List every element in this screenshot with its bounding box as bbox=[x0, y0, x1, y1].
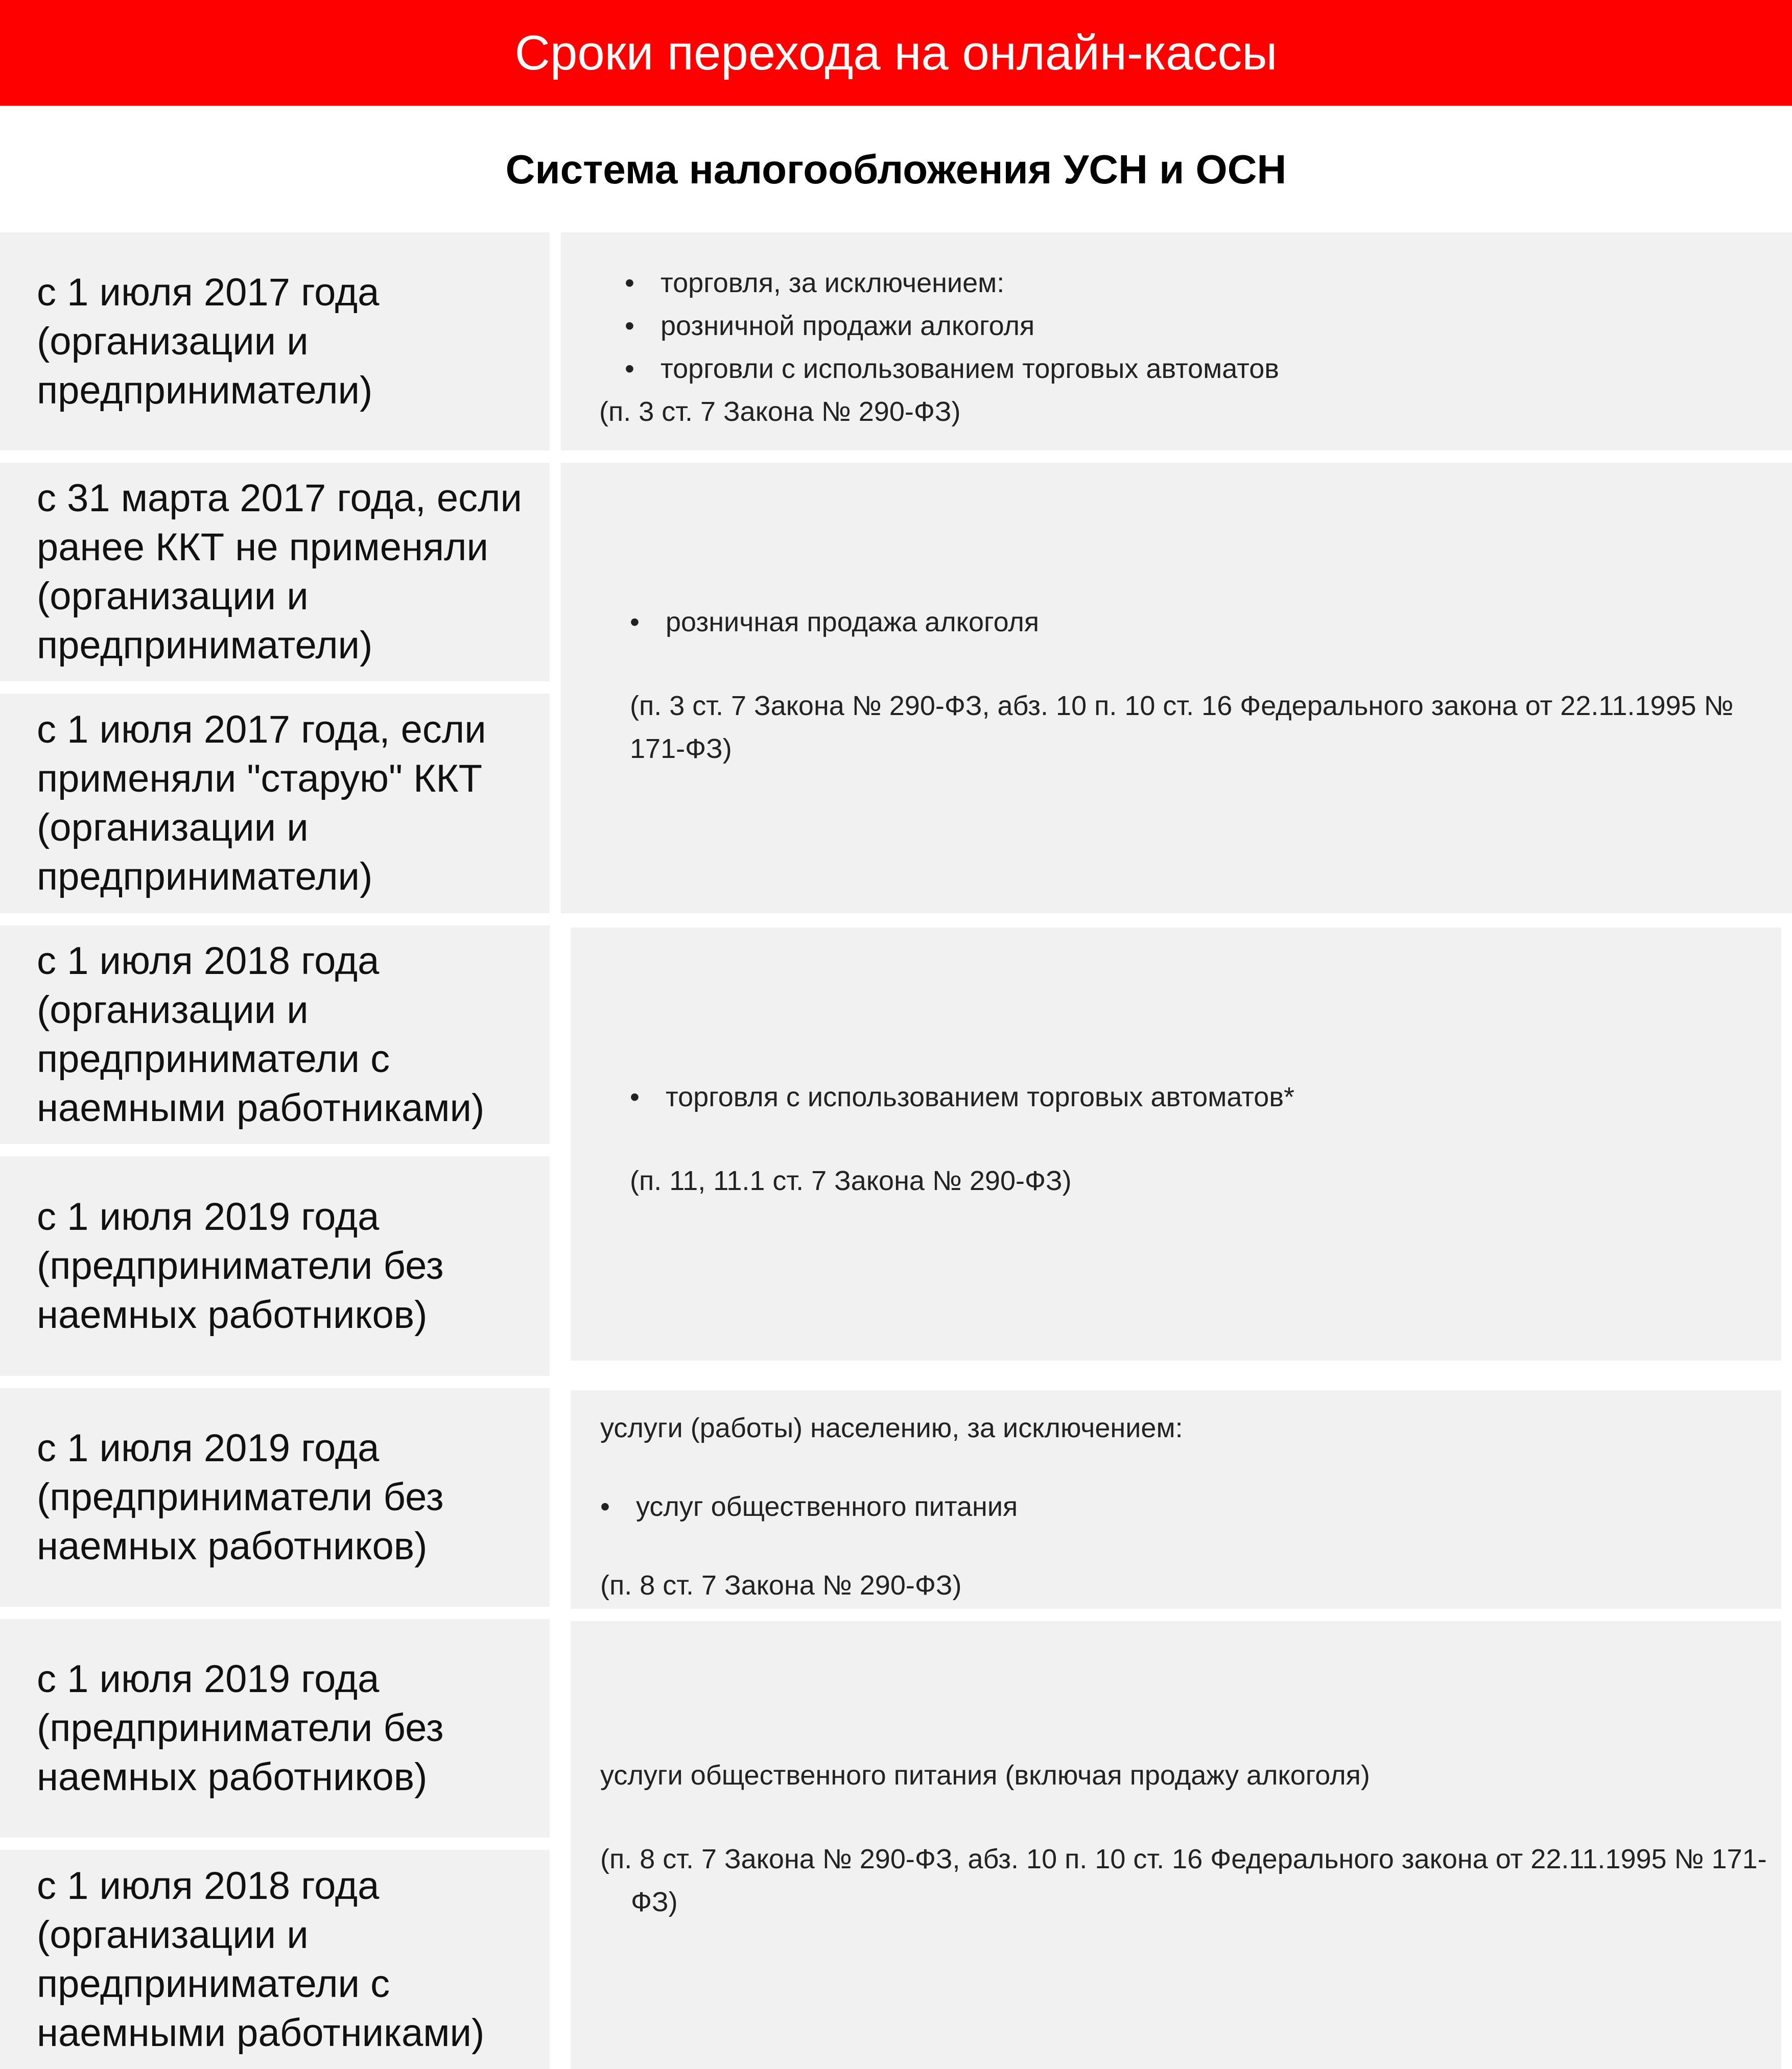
activity-cell-1 bbox=[561, 232, 1792, 450]
law-reference-line2: 171-ФЗ) bbox=[630, 733, 732, 764]
law-reference-line1: (п. 8 ст. 7 Закона № 290-ФЗ, абз. 10 п. 10 ст. 16 Федерального закона от 22.11.1995 № 171- bbox=[600, 1844, 1767, 1874]
activity-cell-5 bbox=[571, 1621, 1781, 2069]
law-reference: (п. 3 ст. 7 Закона № 290-ФЗ) bbox=[599, 396, 961, 427]
deadline-cell-2b bbox=[0, 694, 550, 913]
activity-cell-3 bbox=[571, 928, 1781, 1361]
list-item: • розничная продажа алкоголя bbox=[630, 601, 1792, 644]
title-banner bbox=[0, 0, 1792, 106]
deadline-text: с 1 июля 2019 года (предприниматели без наемных работников) bbox=[37, 1426, 444, 1568]
deadline-cell-4 bbox=[0, 1388, 550, 1607]
list-item: • услуг общественного питания bbox=[600, 1485, 1781, 1528]
activity-intro: услуги общественного питания (включая продажу алкоголя) bbox=[600, 1760, 1370, 1791]
law-reference-line2: ФЗ) bbox=[631, 1887, 678, 1917]
activity-intro: услуги (работы) населению, за исключением: bbox=[600, 1413, 1183, 1443]
deadline-cell-3b bbox=[0, 1156, 550, 1376]
deadline-cell-3a bbox=[0, 925, 550, 1144]
section-subtitle: Система налогообложения УСН и ОСН bbox=[505, 147, 1287, 192]
list-item: • торговля, за исключением: bbox=[625, 261, 1792, 304]
activity-cell-4 bbox=[571, 1390, 1781, 1609]
law-reference: (п. 8 ст. 7 Закона № 290-ФЗ) bbox=[600, 1570, 962, 1601]
deadline-text: с 1 июля 2017 года (организации и предприниматели) bbox=[37, 270, 380, 412]
deadline-text: с 1 июля 2018 года (организации и предприниматели с наемными работниками) bbox=[37, 1864, 485, 2055]
list-item: • розничной продажи алкоголя bbox=[625, 304, 1792, 347]
law-reference-line1: (п. 3 ст. 7 Закона № 290-ФЗ, абз. 10 п. 10 ст. 16 Федерального закона от 22.11.1995 № bbox=[630, 691, 1734, 721]
deadline-text: с 1 июля 2019 года (предприниматели без наемных работников) bbox=[37, 1657, 444, 1799]
deadline-text: с 1 июля 2018 года (организации и предприниматели с наемными работниками) bbox=[37, 939, 485, 1130]
deadline-text: с 1 июля 2019 года (предприниматели без наемных работников) bbox=[37, 1195, 444, 1337]
list-item: • торговля с использованием торговых автоматов* bbox=[630, 1076, 1781, 1119]
deadline-text: с 1 июля 2017 года, если применяли "старую" ККТ (организации и предприниматели) bbox=[37, 708, 486, 898]
deadline-cell-1 bbox=[0, 232, 550, 450]
deadline-cell-5b bbox=[0, 1850, 550, 2069]
list-item: • торговли с использованием торговых автоматов bbox=[625, 347, 1792, 390]
law-reference: (п. 11, 11.1 ст. 7 Закона № 290-ФЗ) bbox=[630, 1166, 1072, 1196]
deadline-cell-2a bbox=[0, 463, 550, 681]
deadline-text: с 31 марта 2017 года, если ранее ККТ не применяли (организации и предприниматели) bbox=[37, 477, 522, 667]
activity-cell-2 bbox=[561, 463, 1792, 913]
page-title: Сроки перехода на онлайн-кассы bbox=[514, 26, 1278, 80]
deadline-cell-5a bbox=[0, 1619, 550, 1838]
